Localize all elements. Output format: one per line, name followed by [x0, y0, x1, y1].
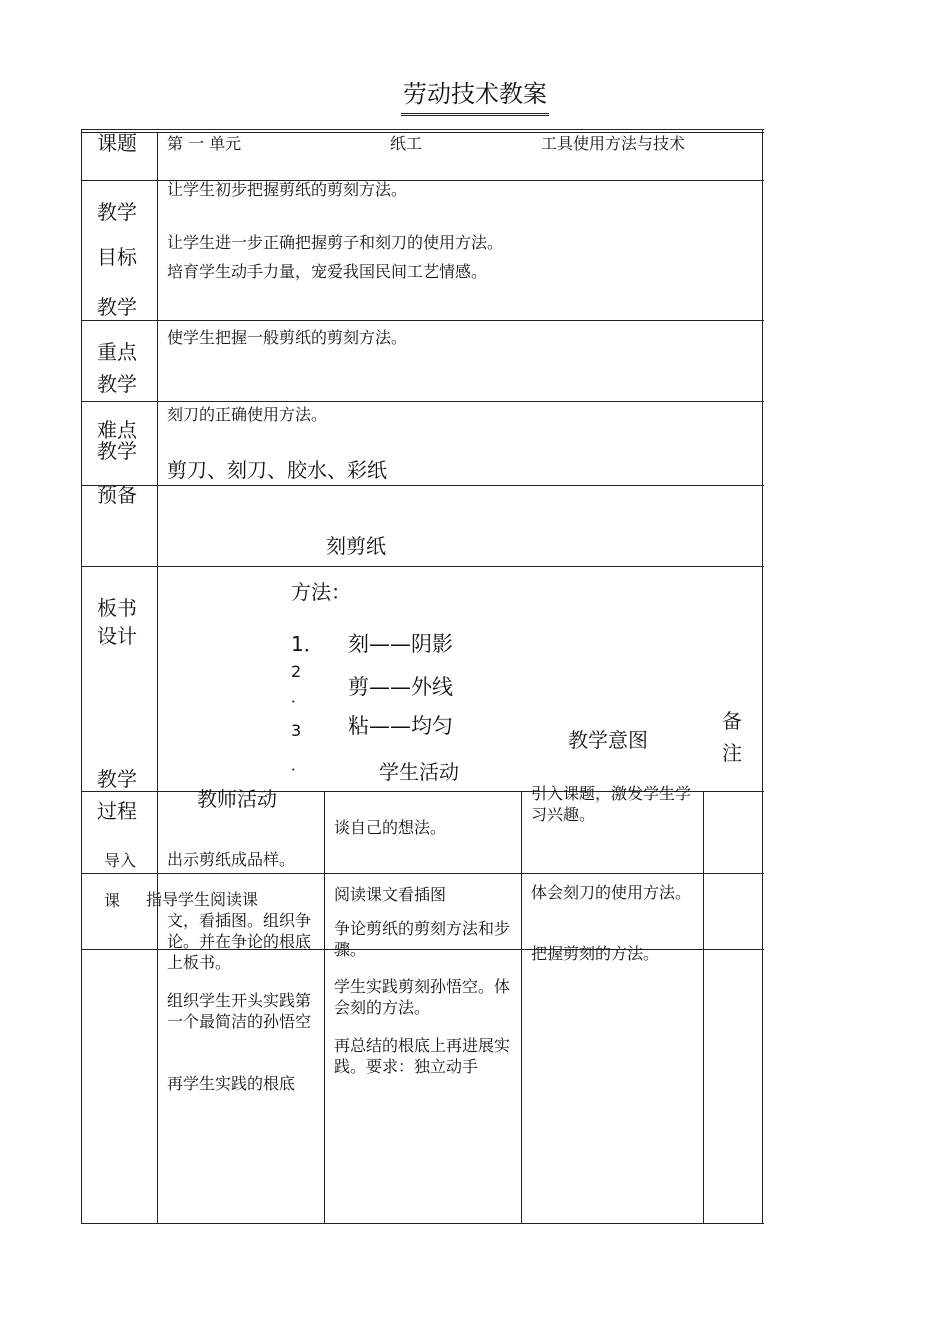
board-heading: 刻剪纸 [326, 534, 386, 558]
label-prep-1: 教学 [97, 439, 137, 463]
topic-unit: 第 一 单元 [167, 134, 242, 153]
lesson-teaching-intent-2: 把握剪刻的方法。 [531, 944, 660, 963]
document-title: 劳动技术教案 [0, 74, 950, 116]
topic-category: 纸工 [390, 134, 423, 153]
key-point-text: 使学生把握一般剪纸的剪刻方法。 [167, 328, 408, 347]
goal-item: 培育学生动手力量，宠爱我国民间工艺情感。 [167, 262, 488, 281]
difficulty-text: 刻刀的正确使用方法。 [167, 405, 328, 424]
goal-item: 让学生初步把握剪纸的剪刻方法。 [167, 180, 408, 199]
label-board-2: 设计 [97, 624, 137, 648]
label-prep-2: 预备 [97, 483, 137, 507]
label-board-1: 板书 [97, 596, 137, 620]
label-diff-1: 教学 [97, 372, 137, 396]
lesson-teacher-activity: 文，看插图。组织争论。并在争论的根底上板书。 [167, 911, 312, 972]
header-remark-1: 备 [722, 709, 742, 733]
label-key-1: 教学 [97, 295, 137, 319]
board-item-1: 刻——阴影 [348, 632, 453, 656]
lesson-teacher-activity-2: 组织学生开头实践第一个最简洁的孙悟空 [167, 991, 312, 1031]
board-method: 方法： [291, 580, 351, 604]
lesson-student-activity-2: 争论剪纸的剪刻方法和步骤。 [334, 919, 511, 959]
board-num-3: 3 [291, 721, 302, 740]
header-student-activity: 学生活动 [379, 760, 459, 784]
lesson-student-activity-3: 学生实践剪刻孙悟空。体会刻的方法。 [334, 977, 511, 1017]
intro-teacher-activity: 出示剪纸成品样。 [167, 850, 296, 869]
board-item-2: 剪——外线 [348, 675, 453, 699]
preparation-text: 剪刀、刻刀、胶水、彩纸 [167, 458, 387, 482]
label-column-divider [157, 132, 158, 1224]
topic-name: 工具使用方法与技术 [541, 134, 686, 153]
lesson-teacher-prefix: 指 [146, 890, 163, 909]
row-divider [81, 485, 764, 486]
lesson-teaching-intent-1: 体会刻刀的使用方法。 [531, 883, 692, 902]
lesson-teacher-first-line: 导学生阅读课 [162, 890, 259, 909]
lesson-student-activity-4: 再总结的根底上再进展实践。要求：独立动手 [334, 1036, 511, 1076]
label-topic: 课题 [97, 131, 137, 155]
header-remark-2: 注 [722, 741, 742, 765]
label-goal-1: 教学 [97, 200, 137, 224]
board-num-2: 2 [291, 662, 302, 681]
label-process-2: 过程 [97, 799, 137, 823]
label-process-1: 教学 [97, 767, 137, 791]
label-goal-2: 目标 [97, 245, 137, 269]
header-teaching-intent: 教学意图 [568, 728, 648, 752]
header-teacher-activity: 教师活动 [197, 787, 277, 811]
column-divider [521, 791, 522, 1224]
column-divider [703, 791, 704, 1224]
label-key-2: 重点 [97, 340, 137, 364]
label-lesson: 课 [104, 891, 121, 910]
intro-student-activity: 谈自己的想法。 [334, 818, 447, 837]
board-dot-3: ． [291, 756, 307, 774]
lesson-student-activity-1: 阅读课文看插图 [334, 885, 447, 904]
table-right-border [762, 129, 763, 1224]
table-left-border [81, 129, 82, 1224]
row-divider [81, 873, 764, 874]
label-intro: 导入 [104, 851, 137, 870]
table-top-border [81, 129, 764, 130]
goal-item: 让学生进一步正确把握剪子和刻刀的使用方法。 [167, 233, 504, 252]
row-divider [81, 566, 764, 567]
intro-teaching-intent: 引入课题，激发学生学习兴趣。 [531, 784, 692, 824]
lesson-teacher-activity-3: 再学生实践的根底 [167, 1074, 296, 1093]
row-divider [81, 320, 764, 321]
label-diff-2: 难点 [97, 418, 137, 442]
column-divider [324, 791, 325, 1224]
table-bottom-border [81, 1223, 764, 1224]
board-dot-2: ． [291, 688, 307, 706]
board-num-1: 1． [291, 632, 324, 656]
board-item-3: 粘——均匀 [348, 714, 453, 738]
